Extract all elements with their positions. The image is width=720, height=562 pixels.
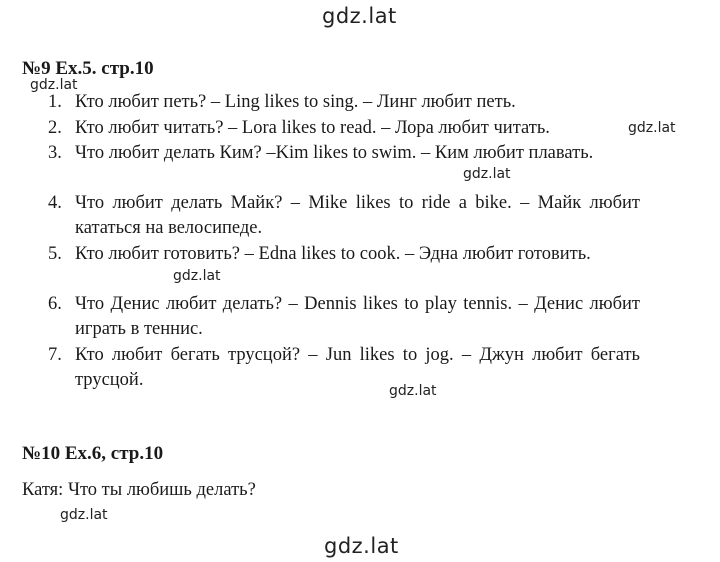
list-item bbox=[48, 90, 640, 115]
item-number: 2. bbox=[48, 118, 62, 138]
item-number: 6. bbox=[48, 294, 62, 314]
item-number: 3. bbox=[48, 143, 62, 163]
list-item bbox=[48, 343, 640, 393]
item-number: 7. bbox=[48, 345, 62, 365]
item-text: Кто любит петь? – Ling likes to sing. – Линг любит петь. bbox=[75, 92, 516, 112]
item-number: 5. bbox=[48, 244, 62, 264]
item-number: 4. bbox=[48, 193, 62, 213]
section-heading: №9 Ex.5. стр.10 bbox=[22, 58, 154, 79]
list-item bbox=[48, 292, 640, 342]
list-item bbox=[48, 191, 640, 241]
watermark: gdz.lat bbox=[30, 77, 78, 93]
item-text: Кто любит бегать трусцой? – Jun likes to jog. – Джун любит бегать трусцой. bbox=[75, 345, 640, 390]
item-text: Что Денис любит делать? – Dennis likes to play tennis. – Денис любит играть в теннис. bbox=[75, 294, 640, 339]
item-text: Кто любит читать? – Lora likes to read. – Лора любит читать. bbox=[75, 118, 550, 138]
item-text: Что любит делать Ким? –Kim likes to swim. – Ким любит плавать. bbox=[75, 143, 594, 163]
watermark-bottom: gdz.lat bbox=[324, 534, 399, 558]
item-text: Кто любит готовить? – Edna likes to cook. – Эдна любит готовить. bbox=[75, 244, 591, 264]
list-item bbox=[48, 141, 640, 166]
section-heading: №10 Ex.6, стр.10 bbox=[22, 443, 164, 464]
item-text: Что любит делать Майк? – Mike likes to ride a bike. – Майк любит кататься на велосипеде. bbox=[75, 193, 640, 238]
dialog-line: Катя: Что ты любишь делать? bbox=[22, 480, 256, 500]
list-item bbox=[48, 242, 640, 267]
watermark: gdz.lat bbox=[60, 507, 108, 523]
item-number: 1. bbox=[48, 92, 62, 112]
watermark-top: gdz.lat bbox=[322, 4, 397, 28]
watermark: gdz.lat bbox=[463, 166, 511, 182]
watermark: gdz.lat bbox=[389, 383, 437, 399]
list-item bbox=[48, 116, 640, 141]
watermark: gdz.lat bbox=[628, 120, 676, 136]
watermark: gdz.lat bbox=[173, 268, 221, 284]
